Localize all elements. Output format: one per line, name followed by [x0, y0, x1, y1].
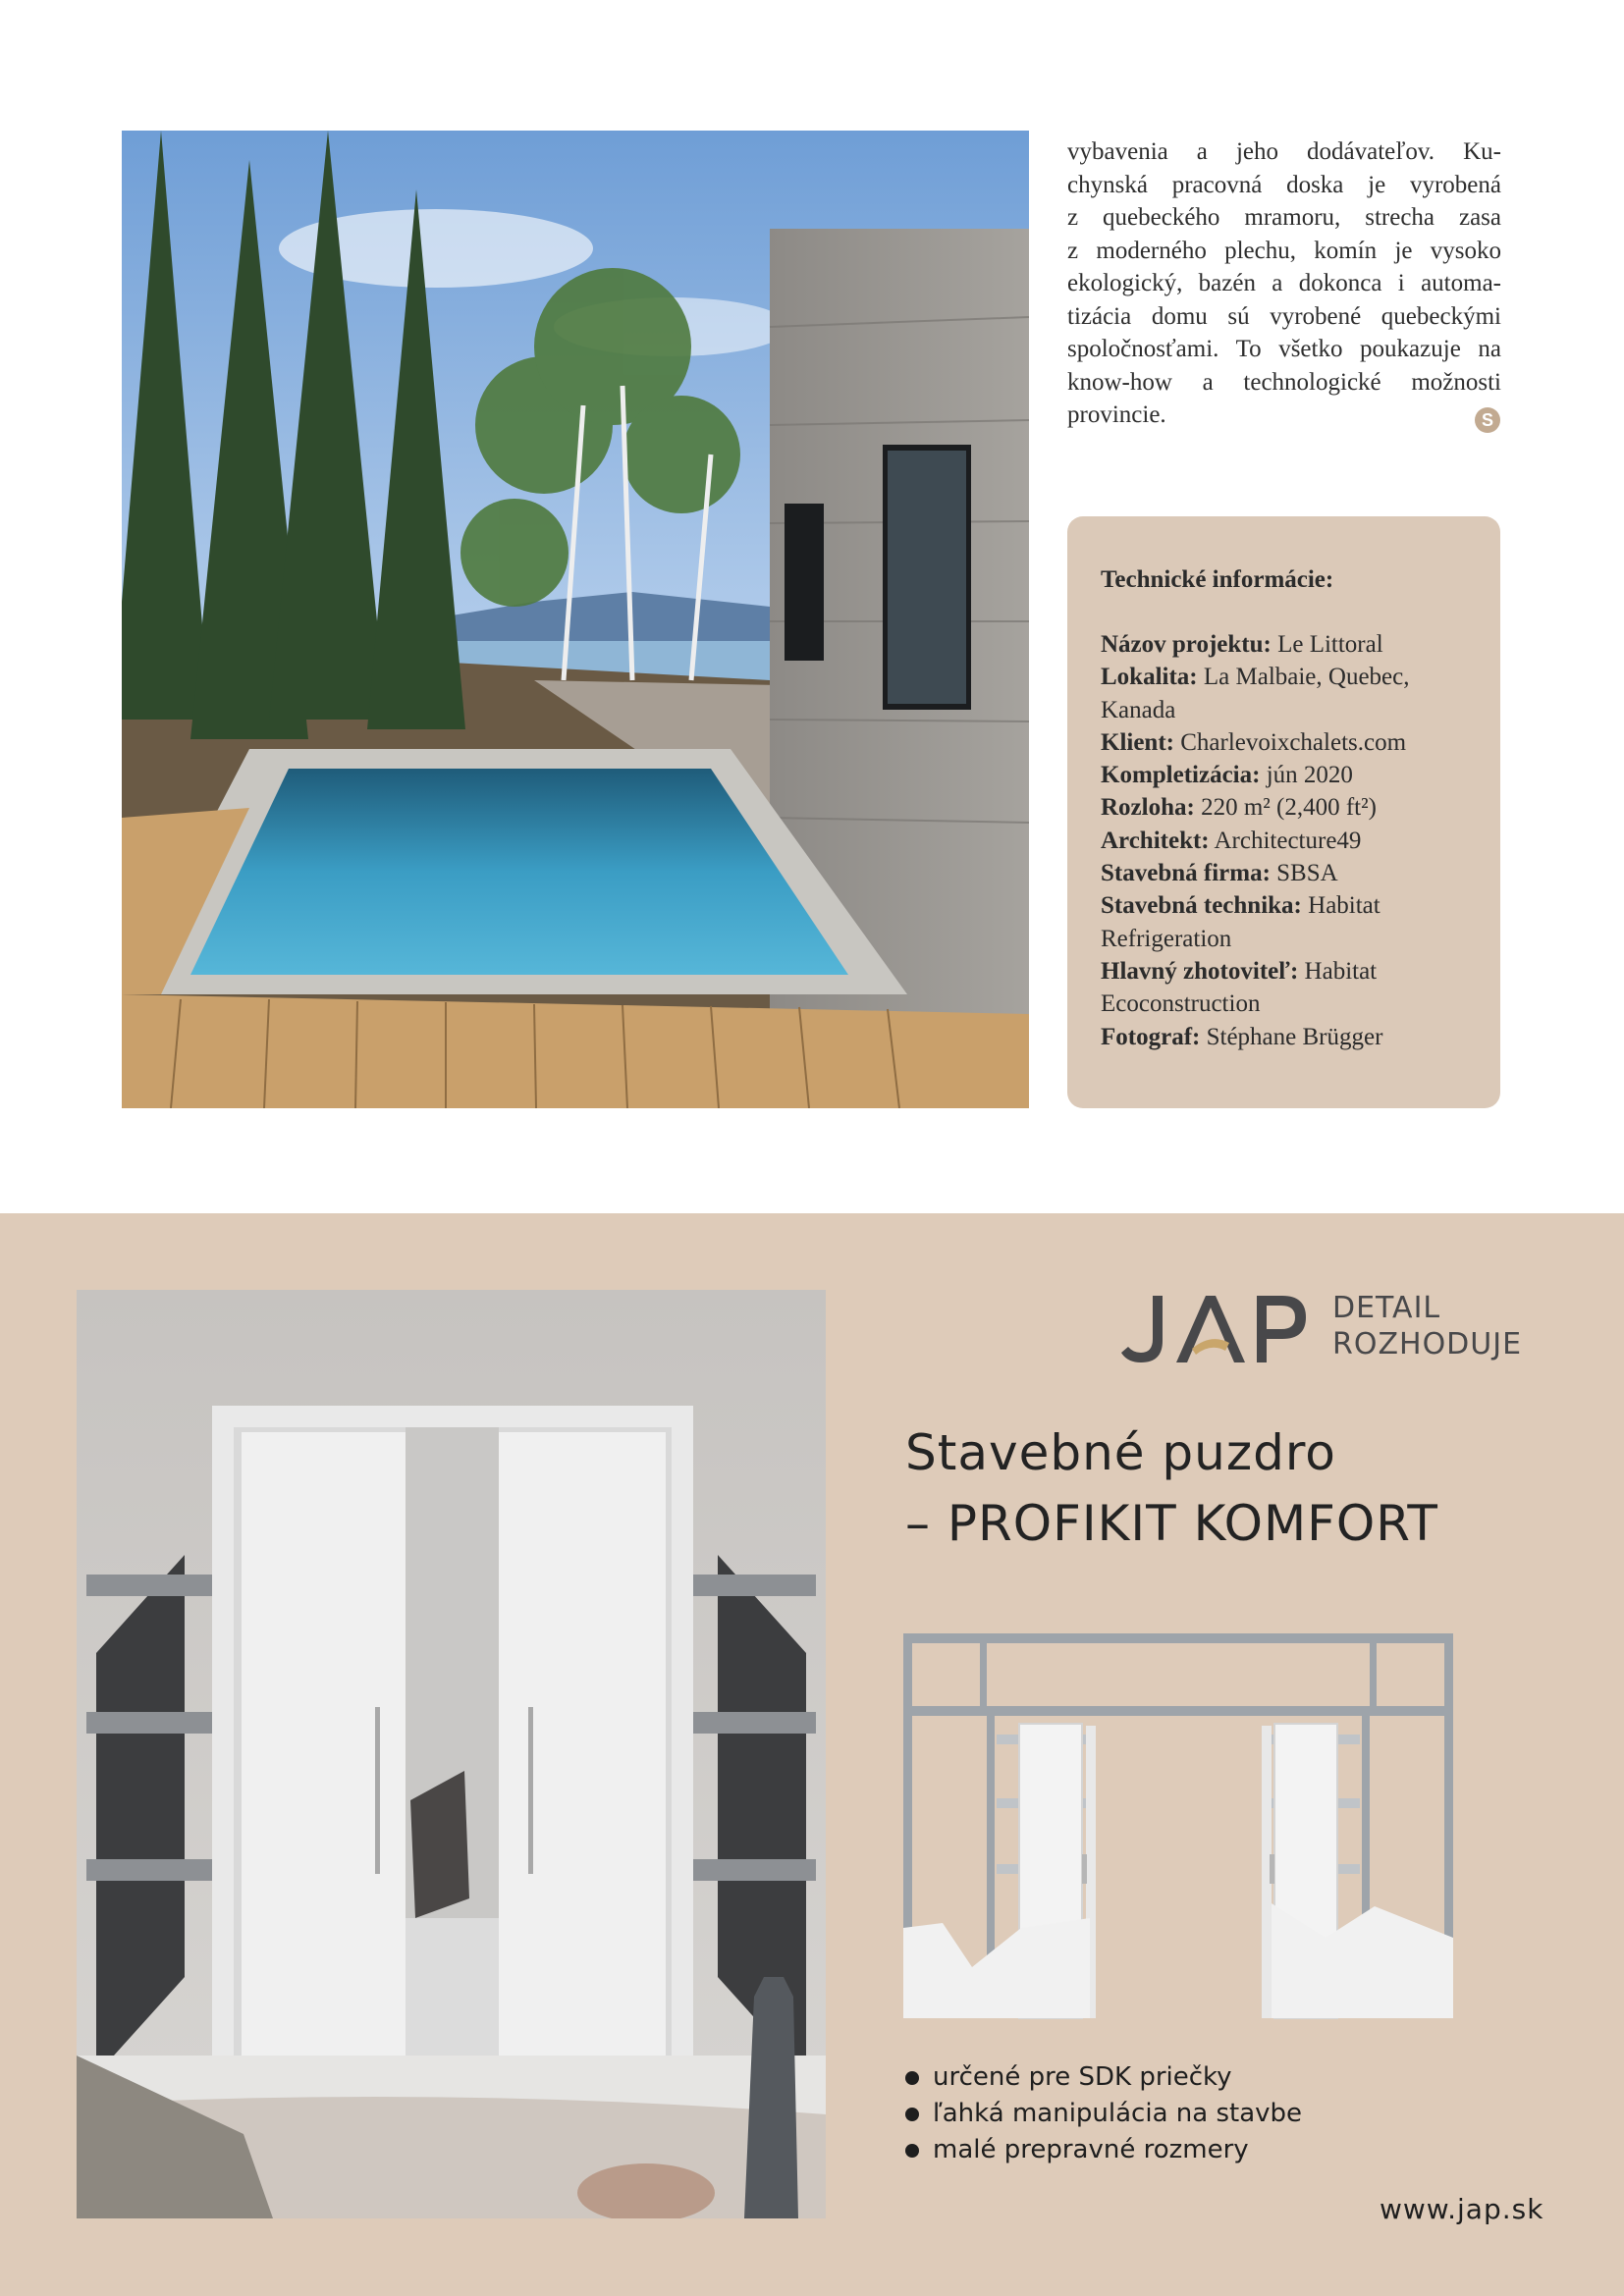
tech-info-row [1101, 628, 1467, 661]
article-line: tizácia domu sú vyrobené quebeckými [1067, 302, 1501, 330]
pocket-frame-diagram [903, 1633, 1453, 2026]
tech-info-label: Architekt: [1101, 827, 1210, 854]
article-line: ekologický, bazén a dokonca i automa- [1067, 270, 1501, 296]
tech-info-label: Fotograf: [1101, 1023, 1201, 1050]
tech-info-row [1101, 825, 1467, 857]
ad-headline-line-1: Stavebné puzdro [905, 1424, 1336, 1481]
tech-info-row [1101, 889, 1467, 922]
tech-info-box [1067, 516, 1500, 1108]
tech-info-row [1101, 955, 1467, 988]
tagline-line-1: DETAIL [1332, 1291, 1441, 1325]
ad-feature-list [903, 2059, 1302, 2168]
tech-info-value: jún 2020 [1266, 762, 1353, 789]
article-line: provincie. [1067, 401, 1166, 428]
article-line: chynská pracovná doska je vyrobená [1067, 171, 1501, 198]
tech-info-label: Klient: [1101, 728, 1174, 756]
tech-info-label: Stavebná technika: [1101, 892, 1302, 920]
tech-info-label: Kompletizácia: [1101, 762, 1261, 789]
ad-feature-item: určené pre SDK priečky [903, 2059, 1302, 2096]
tech-info-label: Názov projektu: [1101, 631, 1272, 658]
ad-feature-item: malé prepravné rozmery [903, 2132, 1302, 2168]
article-line: z quebeckého mramoru, strecha zasa [1067, 204, 1501, 231]
tech-info-label: Hlavný zhotoviteľ: [1101, 957, 1299, 985]
tech-info-row [1101, 791, 1467, 824]
tech-info-row [1101, 661, 1467, 693]
tech-info-label: Lokalita: [1101, 664, 1198, 691]
jap-logo-mark [1119, 1290, 1311, 1368]
tech-info-row [1101, 726, 1467, 759]
tech-info-value: Refrigeration [1101, 925, 1232, 952]
article-body [1067, 135, 1501, 432]
tech-info-value: 220 m² (2,400 ft²) [1201, 794, 1377, 822]
tech-info-label: Stavebná firma: [1101, 860, 1271, 887]
tech-info-value: Le Littoral [1277, 631, 1383, 658]
sliding-door-photo [77, 1290, 826, 2218]
tech-info-label: Rozloha: [1101, 794, 1195, 822]
article-line: spoločnosťami. To všetko poukazuje na [1067, 336, 1501, 362]
tech-info-value: Stéphane Brügger [1206, 1023, 1383, 1050]
logo-tagline [1332, 1290, 1522, 1362]
ad-feature-item: ľahká manipulácia na stavbe [903, 2096, 1302, 2132]
tech-info-value: Architecture49 [1214, 827, 1362, 854]
tech-info-value: Habitat [1308, 892, 1380, 920]
sliding-door-illustration [77, 1290, 826, 2218]
tech-info-row [1101, 759, 1467, 791]
tech-info-value: La Malbaie, Quebec, [1203, 664, 1410, 691]
tech-info-row [1101, 1021, 1467, 1053]
pocket-frame-illustration [903, 1633, 1453, 2026]
ad-headline [905, 1417, 1438, 1559]
tech-info-row [1101, 694, 1467, 726]
tech-info-value: SBSA [1276, 860, 1338, 887]
tech-info-value: Habitat [1304, 957, 1378, 985]
tech-info-value: Charlevoixchalets.com [1180, 728, 1407, 756]
tech-info-row [1101, 923, 1467, 955]
article-line: vybavenia a jeho dodávateľov. Ku- [1067, 138, 1501, 165]
tech-info-row [1101, 988, 1467, 1020]
pool-photo [122, 131, 1029, 1108]
pool-photo-illustration [122, 131, 1029, 1108]
ad-headline-line-2: – PROFIKIT KOMFORT [905, 1495, 1438, 1552]
tech-info-row [1101, 857, 1467, 889]
tech-info-heading: Technické informácie: [1101, 566, 1334, 593]
jap-logo [1119, 1290, 1551, 1378]
publisher-s-mark-icon: S [1475, 407, 1500, 433]
ad-website-link[interactable]: www.jap.sk [1380, 2193, 1544, 2225]
article-line: z moderného plechu, komín je vysoko [1067, 237, 1501, 264]
tagline-line-2: ROZHODUJE [1332, 1327, 1523, 1362]
article-line: know-how a technologické možnosti [1067, 368, 1501, 396]
tech-info-value: Kanada [1101, 696, 1176, 723]
tech-info-value: Ecoconstruction [1101, 990, 1261, 1018]
jap-advertisement [0, 1213, 1624, 2296]
